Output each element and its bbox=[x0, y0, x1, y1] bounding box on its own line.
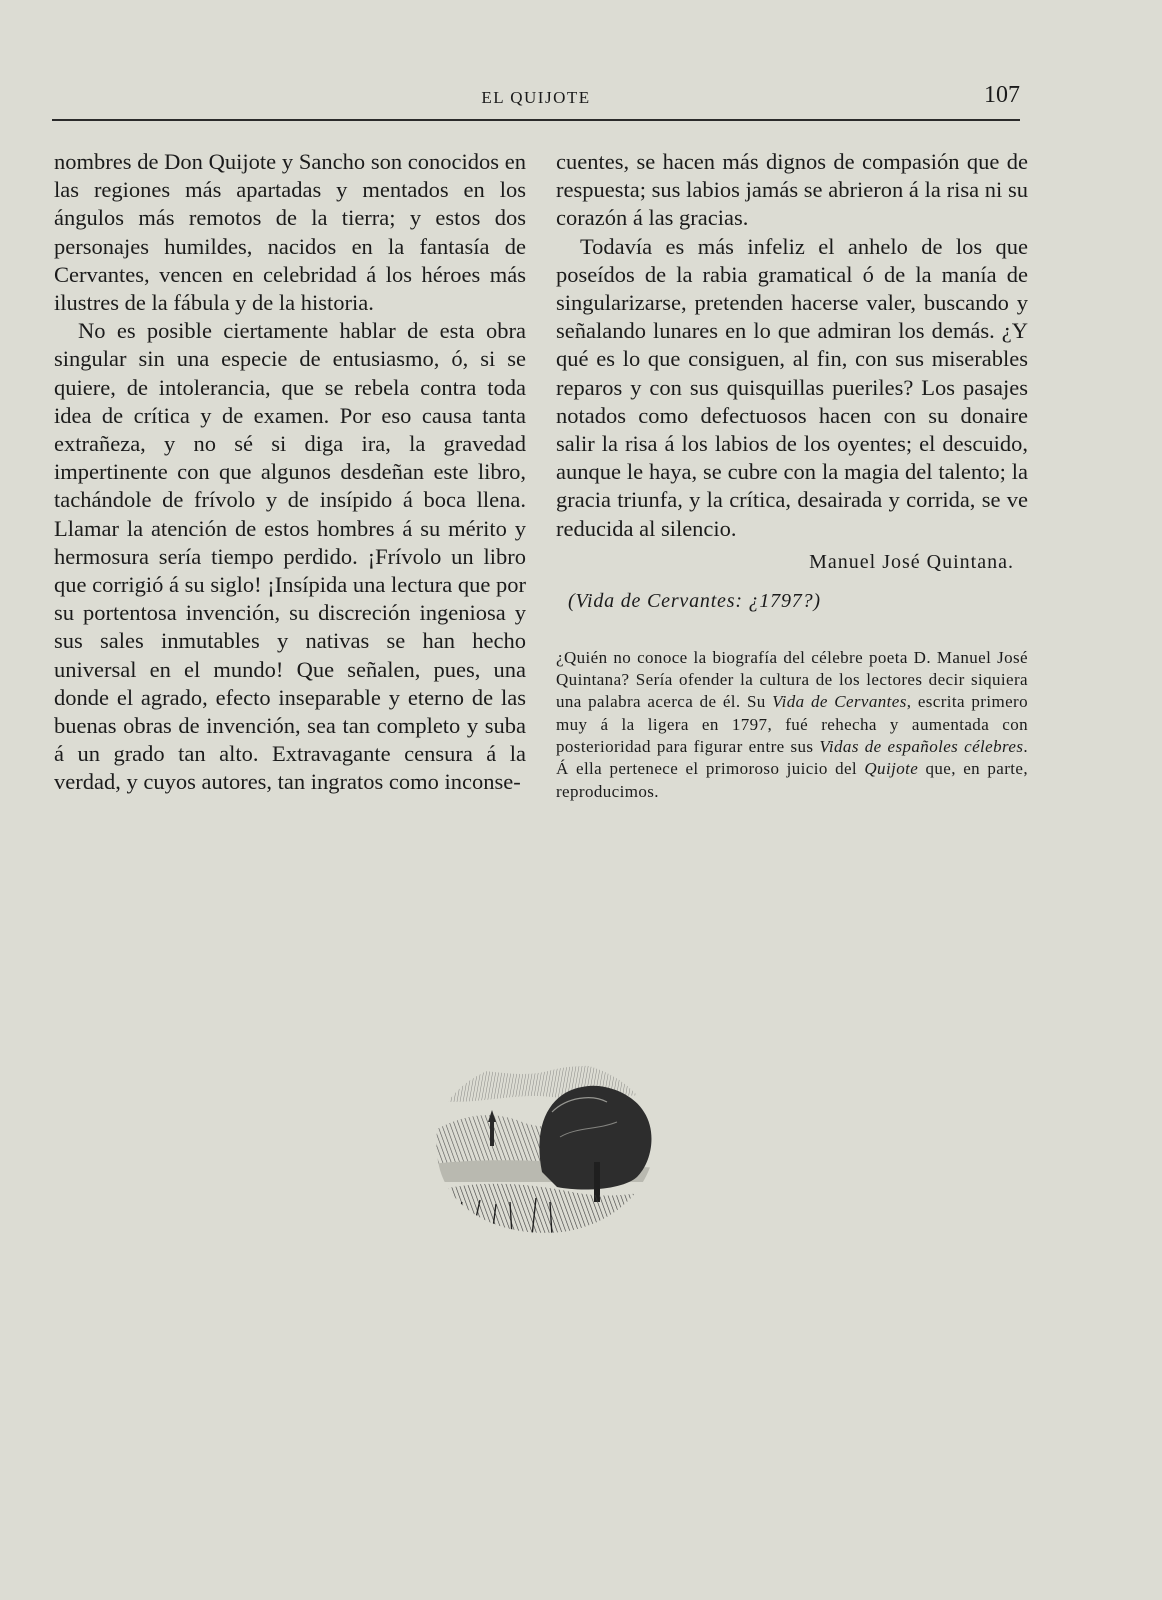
editorial-note bbox=[556, 647, 1028, 803]
right-column bbox=[556, 148, 1028, 803]
page-number: 107 bbox=[984, 82, 1020, 108]
note-text-2: , escrita primero muy á la ligera en 1797, fué rehecha y aumentada con posterioridad para figurar entre sus bbox=[556, 692, 1029, 757]
note-italic-2: Vidas de españoles célebres bbox=[819, 737, 1024, 757]
note-italic-1: Vida de Cervantes bbox=[772, 692, 907, 712]
right-paragraph-2: Todavía es más infeliz el anhelo de los que poseídos de la rabia gramatical ó de la manía de singularizarse, pretenden hacerse valer, buscando y señalando lunares en lo que admiran los demás. ¿Y qué es lo que consiguen, al fin, con sus miserables reparos y con sus quisquillas pueriles? Los pasajes notados como defectuosos hacen con su donaire salir la risa á los labios de los oyentes; el descuido, aunque le haya, se cubre con la magia del talento; la gracia triunfa, y la crítica, desairada y corrida, se ve reducida al silencio. bbox=[556, 233, 1028, 541]
note-text-4: que, en parte, reproducimos. bbox=[556, 759, 1028, 801]
header-rule bbox=[52, 119, 1020, 121]
source-citation: (Vida de Cervantes: ¿1797?) bbox=[568, 589, 821, 612]
left-column bbox=[54, 148, 526, 797]
right-paragraph-1: cuentes, se hacen más dignos de compasión que de respuesta; sus labios jamás se abrieron á la risa ni su corazón á las gracias. bbox=[556, 149, 1028, 231]
left-paragraph-2: No es posible ciertamente hablar de esta obra singular sin una especie de entusiasmo, ó, si se quiere, de intolerancia, que se rebela contra toda idea de crítica y de examen. Por eso causa tanta extrañeza, y no sé si diga ira, la gravedad impertinente con que algunos desdeñan este libro, tachándole de frívolo y de insípido á boca llena. Llamar la atención de estos hombres á su mérito y hermosura sería tiempo perdido. ¡Frívolo un libro que corrigió á su siglo! ¡Insípida una lectura que por su portentosa invención, su discreción ingeniosa y sus sales inmutables y nativas se han hecho universal en el mundo! Que señalen, pues, una donde el agrado, efecto inseparable y eterno de las buenas obras de invención, sea tan completo y suba á un grado tan alto. Extravagante censura á la verdad, y cuyos autores, tan ingratos como inconse- bbox=[54, 318, 526, 795]
note-text-3: . Á ella pertenece el primoroso juicio del bbox=[556, 737, 1028, 779]
left-paragraph-1: nombres de Don Quijote y Sancho son conocidos en las regiones más apartadas y mentados en los ángulos más remotos de la tierra; y estos dos personajes humildes, nacidos en la fantasía de Cervantes, vencen en celebridad á los héroes más ilustres de la fábula y de la historia. bbox=[54, 149, 526, 316]
note-italic-3: Quijote bbox=[864, 759, 919, 779]
landscape-vignette-icon bbox=[432, 1052, 660, 1236]
author-signature: Manuel José Quintana. bbox=[809, 550, 1014, 573]
running-title: EL QUIJOTE bbox=[481, 88, 591, 107]
running-head bbox=[52, 82, 1020, 112]
note-text-1: ¿Quién no conoce la biografía del célebre poeta D. Manuel José Quintana? Sería ofender la cultura de los lectores decir siquiera una palabra acerca de él. Su bbox=[556, 647, 1028, 712]
